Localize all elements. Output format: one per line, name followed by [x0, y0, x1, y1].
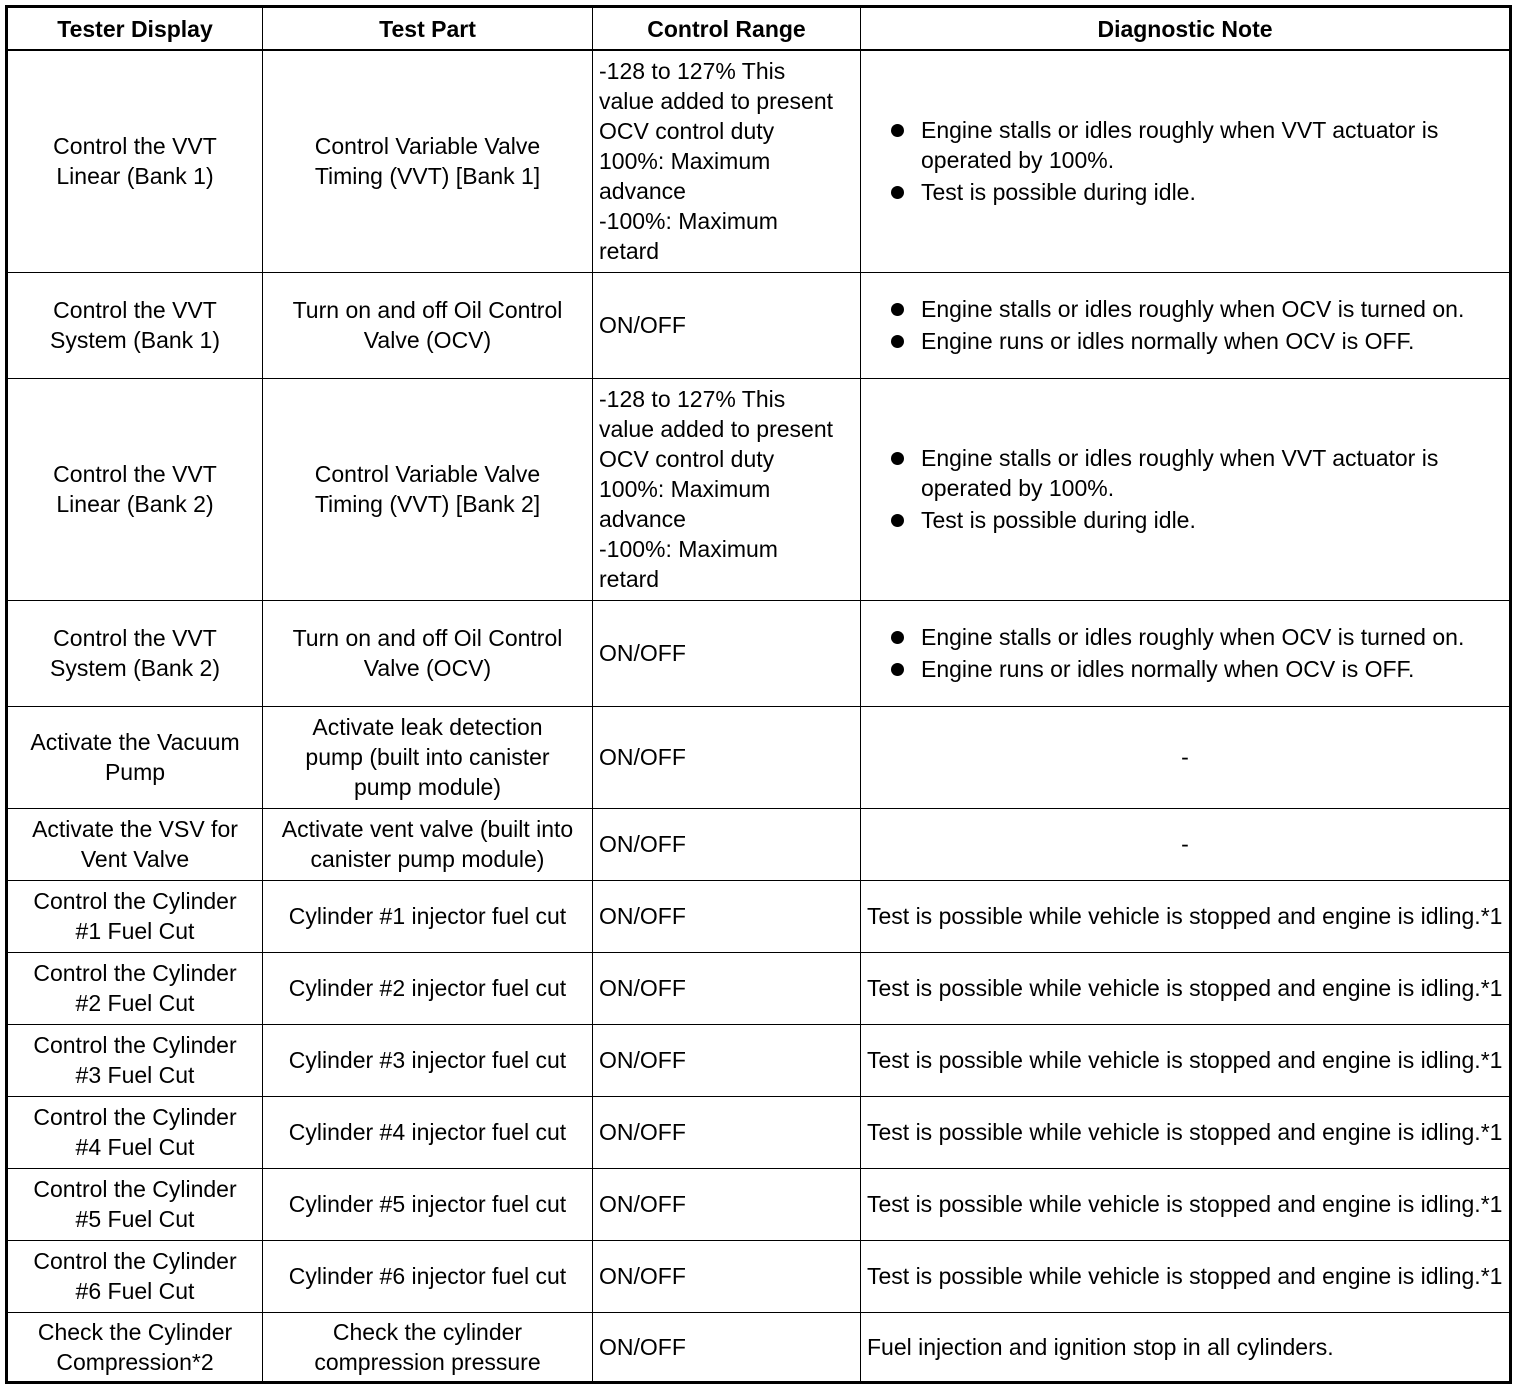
table-row — [7, 952, 1511, 1024]
tester-display-cell: Control the Cylinder #4 Fuel Cut — [7, 1096, 263, 1168]
control-range-cell: ON/OFF — [593, 952, 861, 1024]
note-bullet: Engine stalls or idles roughly when VVT actuator is operated by 100%. — [921, 443, 1503, 503]
diagnostic-note-cell: Test is possible while vehicle is stopped and engine is idling.*1 — [861, 1240, 1511, 1312]
test-part-cell: Activate vent valve (built into canister pump module) — [263, 808, 593, 880]
diagnostic-note-cell — [861, 272, 1511, 378]
note-bullet: Engine runs or idles normally when OCV is OFF. — [921, 654, 1503, 684]
tester-display-cell: Control the Cylinder #3 Fuel Cut — [7, 1024, 263, 1096]
tester-display-cell: Control the Cylinder #1 Fuel Cut — [7, 880, 263, 952]
test-part-cell: Control Variable Valve Timing (VVT) [Bank 1] — [263, 50, 593, 272]
note-bullet: Engine stalls or idles roughly when OCV is turned on. — [921, 294, 1503, 324]
diagnostic-note-cell: Fuel injection and ignition stop in all cylinders. — [861, 1312, 1511, 1382]
test-part-cell: Turn on and off Oil Control Valve (OCV) — [263, 600, 593, 706]
control-range-cell: ON/OFF — [593, 1312, 861, 1382]
note-bullet: Engine stalls or idles roughly when VVT actuator is operated by 100%. — [921, 115, 1503, 175]
table-row — [7, 272, 1511, 378]
tester-display-cell: Control the Cylinder #5 Fuel Cut — [7, 1168, 263, 1240]
test-part-cell: Cylinder #4 injector fuel cut — [263, 1096, 593, 1168]
control-range-cell: ON/OFF — [593, 880, 861, 952]
control-range-cell: ON/OFF — [593, 706, 861, 808]
header-test-part: Test Part — [263, 7, 593, 51]
diagnostic-note-cell: Test is possible while vehicle is stopped and engine is idling.*1 — [861, 1024, 1511, 1096]
test-part-cell: Cylinder #1 injector fuel cut — [263, 880, 593, 952]
diagnostic-note-cell: Test is possible while vehicle is stopped and engine is idling.*1 — [861, 880, 1511, 952]
test-part-cell: Check the cylinder compression pressure — [263, 1312, 593, 1382]
table-row — [7, 1096, 1511, 1168]
control-range-cell: -128 to 127% This value added to present OCV control duty 100%: Maximum advance -100%: Maximum retard — [593, 378, 861, 600]
note-bullet-list — [867, 115, 1503, 207]
table-row — [7, 1168, 1511, 1240]
note-bullet-list — [867, 622, 1503, 684]
tester-display-cell: Control the Cylinder #2 Fuel Cut — [7, 952, 263, 1024]
diagnostic-note-cell: Test is possible while vehicle is stopped and engine is idling.*1 — [861, 1168, 1511, 1240]
diagnostic-note-cell: Test is possible while vehicle is stopped and engine is idling.*1 — [861, 1096, 1511, 1168]
tester-display-cell: Control the VVT Linear (Bank 2) — [7, 378, 263, 600]
control-range-cell: ON/OFF — [593, 1024, 861, 1096]
test-part-cell: Control Variable Valve Timing (VVT) [Bank 2] — [263, 378, 593, 600]
control-range-cell: ON/OFF — [593, 808, 861, 880]
control-range-cell: ON/OFF — [593, 1168, 861, 1240]
control-range-cell: ON/OFF — [593, 600, 861, 706]
control-range-cell: ON/OFF — [593, 272, 861, 378]
diagnostic-note-cell — [861, 50, 1511, 272]
table-row — [7, 1024, 1511, 1096]
note-bullet: Engine stalls or idles roughly when OCV is turned on. — [921, 622, 1503, 652]
test-part-cell: Cylinder #2 injector fuel cut — [263, 952, 593, 1024]
tester-display-cell: Control the Cylinder #6 Fuel Cut — [7, 1240, 263, 1312]
active-test-table — [5, 5, 1512, 1384]
tester-display-cell: Activate the VSV for Vent Valve — [7, 808, 263, 880]
table-row — [7, 600, 1511, 706]
note-bullet-list — [867, 443, 1503, 535]
table-row — [7, 706, 1511, 808]
header-tester-display: Tester Display — [7, 7, 263, 51]
table-row — [7, 378, 1511, 600]
test-part-cell: Turn on and off Oil Control Valve (OCV) — [263, 272, 593, 378]
table-row — [7, 1312, 1511, 1382]
test-part-cell: Cylinder #5 injector fuel cut — [263, 1168, 593, 1240]
diagnostic-note-cell — [861, 378, 1511, 600]
control-range-cell: ON/OFF — [593, 1096, 861, 1168]
table-row — [7, 880, 1511, 952]
table-row — [7, 50, 1511, 272]
tester-display-cell: Check the Cylinder Compression*2 — [7, 1312, 263, 1382]
note-bullet-list — [867, 294, 1503, 356]
header-diagnostic-note: Diagnostic Note — [861, 7, 1511, 51]
note-bullet: Test is possible during idle. — [921, 505, 1503, 535]
control-range-cell: -128 to 127% This value added to present OCV control duty 100%: Maximum advance -100%: Maximum retard — [593, 50, 861, 272]
note-bullet: Engine runs or idles normally when OCV is OFF. — [921, 326, 1503, 356]
test-part-cell: Activate leak detection pump (built into canister pump module) — [263, 706, 593, 808]
note-bullet: Test is possible during idle. — [921, 177, 1503, 207]
test-part-cell: Cylinder #6 injector fuel cut — [263, 1240, 593, 1312]
header-row — [7, 7, 1511, 51]
tester-display-cell: Control the VVT Linear (Bank 1) — [7, 50, 263, 272]
control-range-cell: ON/OFF — [593, 1240, 861, 1312]
diagnostic-note-cell: Test is possible while vehicle is stopped and engine is idling.*1 — [861, 952, 1511, 1024]
header-control-range: Control Range — [593, 7, 861, 51]
diagnostic-note-cell — [861, 600, 1511, 706]
tester-display-cell: Activate the Vacuum Pump — [7, 706, 263, 808]
diagnostic-note-cell: - — [861, 808, 1511, 880]
table-row — [7, 808, 1511, 880]
tester-display-cell: Control the VVT System (Bank 1) — [7, 272, 263, 378]
tester-display-cell: Control the VVT System (Bank 2) — [7, 600, 263, 706]
diagnostic-note-cell: - — [861, 706, 1511, 808]
test-part-cell: Cylinder #3 injector fuel cut — [263, 1024, 593, 1096]
table-row — [7, 1240, 1511, 1312]
